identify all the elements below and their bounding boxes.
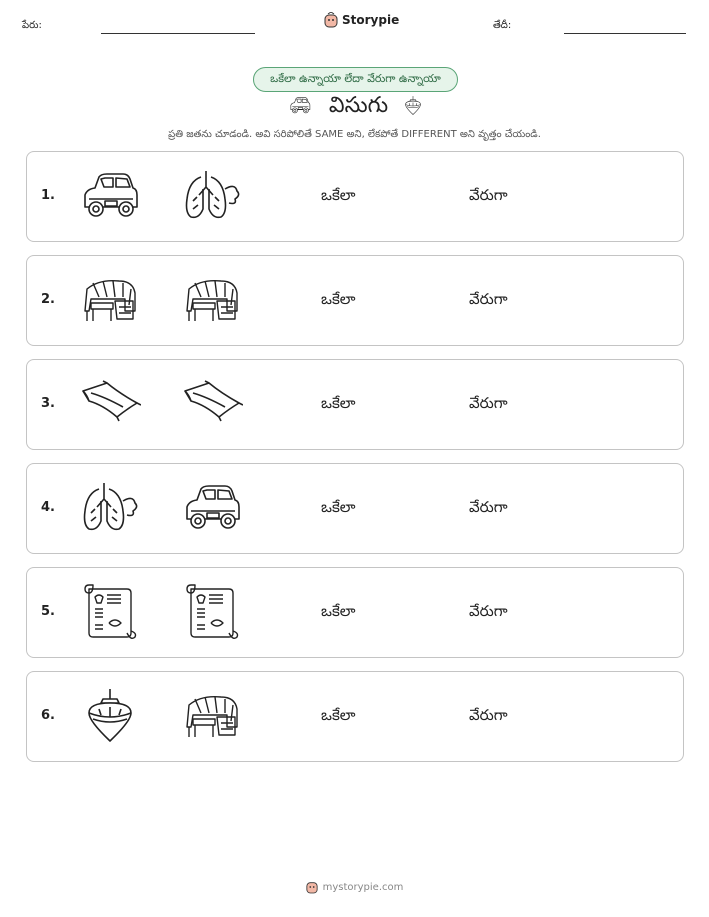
covered-furniture-icon bbox=[79, 271, 141, 331]
date-line[interactable] bbox=[564, 33, 686, 34]
option-different[interactable]: వేరుగా bbox=[469, 602, 508, 620]
option-same[interactable]: ఒకేలా bbox=[321, 498, 356, 516]
car-icon bbox=[181, 479, 243, 539]
exercise-row bbox=[26, 463, 684, 554]
subtitle-pill: ఒకేలా ఉన్నాయా లేదా వేరుగా ఉన్నాయా bbox=[253, 67, 458, 92]
scroll-icon bbox=[181, 583, 243, 643]
title-row bbox=[0, 93, 709, 123]
instructions: ప్రతి జతను చూడండి. అవి సరిపోలితే SAME అని, లేకపోతే DIFFERENT అని వృత్తం చేయండి. bbox=[168, 129, 541, 140]
exercise-row bbox=[26, 359, 684, 450]
spinning-top-icon bbox=[79, 687, 141, 747]
car-icon bbox=[285, 95, 315, 121]
covered-furniture-icon bbox=[181, 271, 243, 331]
row-number: 2. bbox=[41, 292, 55, 307]
option-different[interactable]: వేరుగా bbox=[469, 498, 508, 516]
exercise-row bbox=[26, 255, 684, 346]
footer-url: mystorypie.com bbox=[322, 881, 404, 893]
page-title: విసుగు bbox=[328, 93, 389, 118]
option-same[interactable]: ఒకేలా bbox=[321, 394, 356, 412]
row-number: 4. bbox=[41, 500, 55, 515]
storypie-mascot-icon bbox=[324, 12, 338, 28]
option-same[interactable]: ఒకేలా bbox=[321, 706, 356, 724]
lungs-icon bbox=[79, 479, 141, 539]
exercise-row bbox=[26, 151, 684, 242]
car-icon bbox=[79, 167, 141, 227]
scroll-icon bbox=[79, 583, 141, 643]
exercise-row bbox=[26, 567, 684, 658]
pillow-icon bbox=[79, 375, 141, 435]
storypie-mascot-icon bbox=[306, 880, 318, 894]
option-different[interactable]: వేరుగా bbox=[469, 394, 508, 412]
option-same[interactable]: ఒకేలా bbox=[321, 290, 356, 308]
option-different[interactable]: వేరుగా bbox=[469, 186, 508, 204]
date-label: తేదీ: bbox=[493, 20, 512, 31]
covered-furniture-icon bbox=[181, 687, 243, 747]
pillow-icon bbox=[181, 375, 243, 435]
name-line[interactable] bbox=[101, 33, 255, 34]
option-different[interactable]: వేరుగా bbox=[469, 290, 508, 308]
brand-logo bbox=[324, 12, 399, 28]
row-number: 3. bbox=[41, 396, 55, 411]
option-different[interactable]: వేరుగా bbox=[469, 706, 508, 724]
footer bbox=[0, 880, 709, 894]
name-label: పేరు: bbox=[22, 20, 42, 31]
exercise-row bbox=[26, 671, 684, 762]
row-number: 5. bbox=[41, 604, 55, 619]
lungs-icon bbox=[181, 167, 243, 227]
row-number: 6. bbox=[41, 708, 55, 723]
brand-name: Storypie bbox=[342, 13, 400, 27]
spinning-top-icon bbox=[402, 94, 424, 122]
option-same[interactable]: ఒకేలా bbox=[321, 186, 356, 204]
row-number: 1. bbox=[41, 188, 55, 203]
option-same[interactable]: ఒకేలా bbox=[321, 602, 356, 620]
